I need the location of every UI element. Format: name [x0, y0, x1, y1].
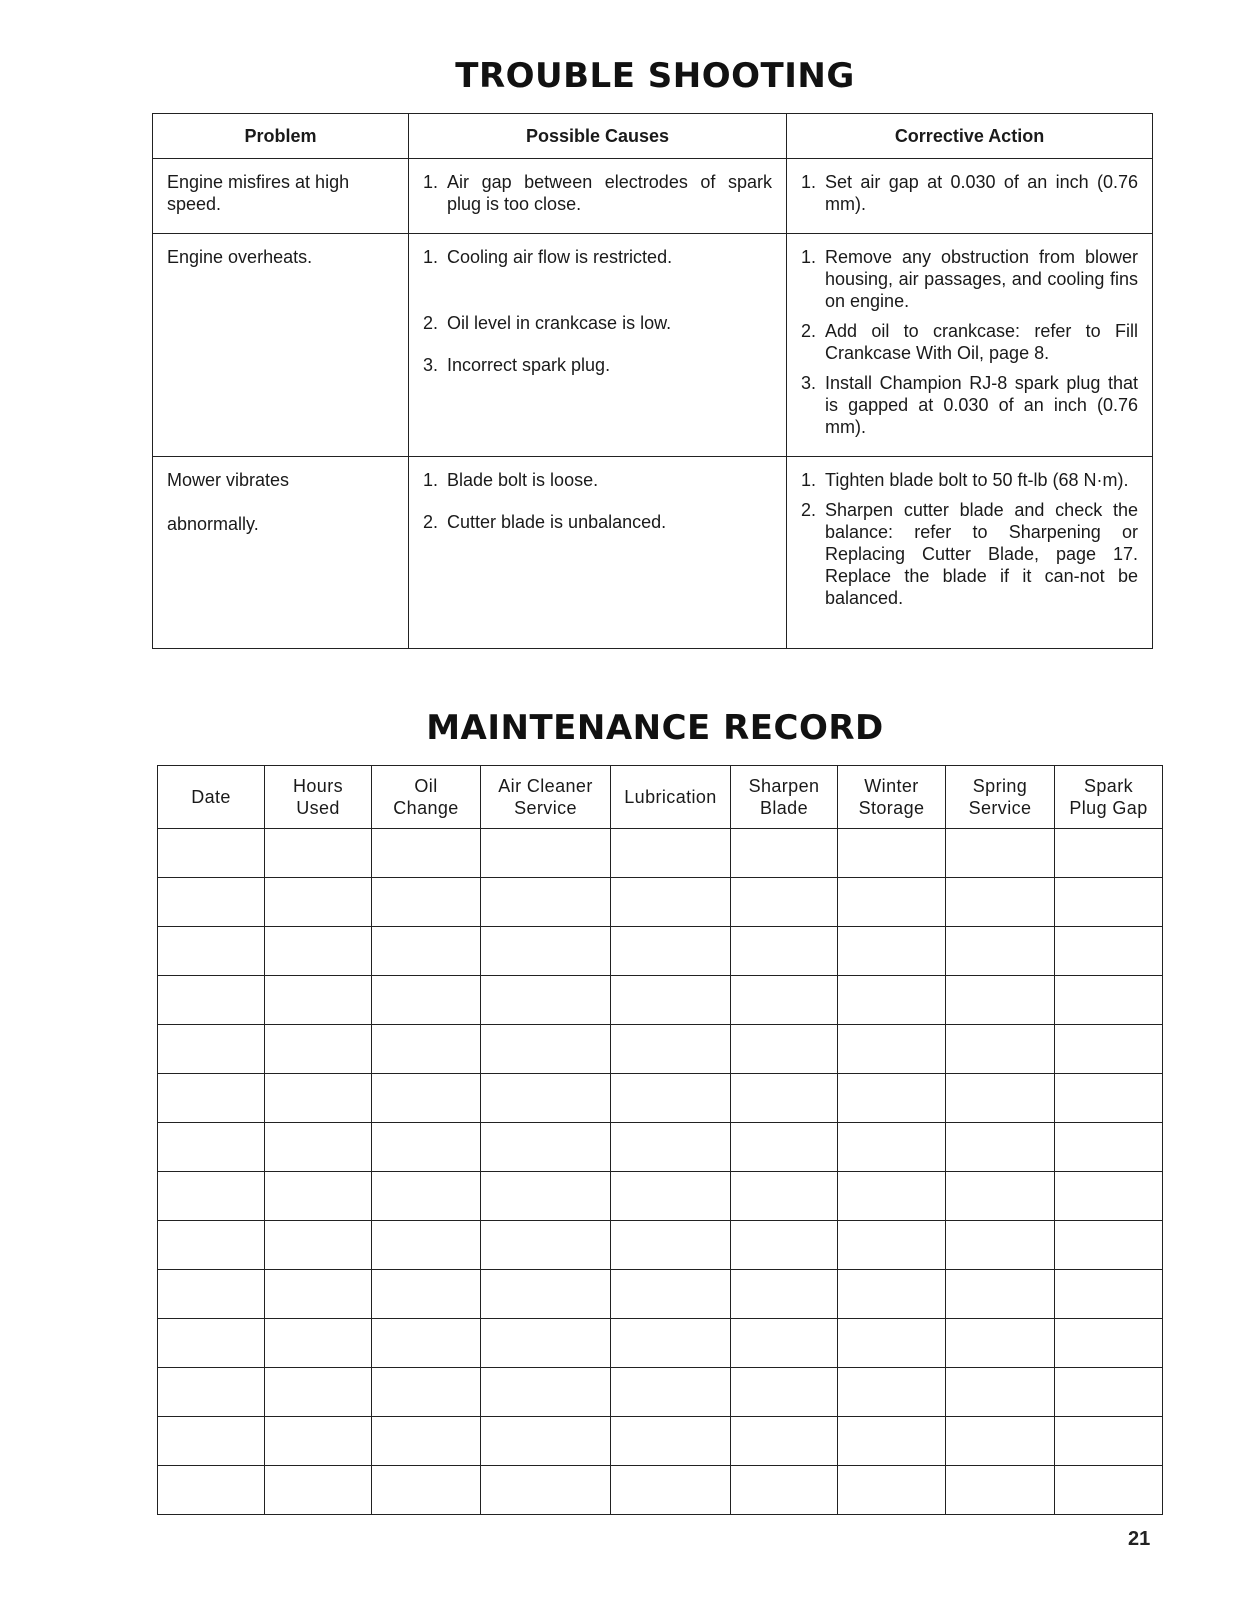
record-cell	[372, 927, 481, 976]
table-row	[158, 1025, 1163, 1074]
record-cell	[838, 1025, 946, 1074]
record-cell	[731, 829, 838, 878]
header-spark-plug-gap	[1055, 766, 1163, 829]
record-cell	[481, 1172, 611, 1221]
record-cell	[1055, 1123, 1163, 1172]
record-cell	[946, 927, 1055, 976]
record-cell	[731, 1025, 838, 1074]
action-text: Tighten blade bolt to 50 ft-lb (68 N·m).	[825, 470, 1129, 490]
header-line: Oil	[414, 776, 438, 796]
trouble-shooting-header-row	[153, 114, 1153, 159]
causes-cell	[409, 457, 787, 649]
record-cell	[838, 1074, 946, 1123]
cause-item	[423, 312, 772, 334]
record-cell	[158, 1123, 265, 1172]
header-problem: Problem	[153, 114, 409, 159]
record-cell	[1055, 1270, 1163, 1319]
record-cell	[265, 1417, 372, 1466]
table-row	[153, 159, 1153, 234]
record-cell	[611, 1466, 731, 1515]
actions-cell	[787, 234, 1153, 457]
record-cell	[946, 1417, 1055, 1466]
header-possible-causes: Possible Causes	[409, 114, 787, 159]
record-cell	[372, 829, 481, 878]
header-line: Lubrication	[624, 787, 717, 807]
record-cell	[731, 878, 838, 927]
record-cell	[158, 1074, 265, 1123]
record-cell	[838, 1270, 946, 1319]
record-cell	[838, 878, 946, 927]
cause-number: 1.	[423, 172, 439, 192]
record-cell	[265, 1221, 372, 1270]
action-number: 1.	[801, 172, 817, 192]
record-cell	[611, 1319, 731, 1368]
header-air-cleaner-service	[481, 766, 611, 829]
record-cell	[838, 1123, 946, 1172]
record-cell	[265, 1466, 372, 1515]
record-cell	[611, 1270, 731, 1319]
record-cell	[481, 1368, 611, 1417]
record-cell	[481, 1123, 611, 1172]
maintenance-record-title: MAINTENANCE RECORD	[426, 708, 884, 748]
record-cell	[1055, 878, 1163, 927]
cause-item	[423, 469, 772, 491]
record-cell	[158, 1025, 265, 1074]
record-cell	[158, 927, 265, 976]
record-cell	[1055, 1466, 1163, 1515]
record-cell	[1055, 1221, 1163, 1270]
action-item	[801, 469, 1138, 491]
record-cell	[481, 1221, 611, 1270]
header-line: Air Cleaner	[498, 776, 593, 796]
action-text: Remove any obstruction from blower housing, air passages, and cooling fins on engine.	[825, 247, 1138, 311]
table-row	[158, 1319, 1163, 1368]
record-cell	[731, 1319, 838, 1368]
actions-cell	[787, 457, 1153, 649]
record-cell	[611, 1172, 731, 1221]
record-cell	[481, 1466, 611, 1515]
table-row	[158, 829, 1163, 878]
record-cell	[611, 1221, 731, 1270]
problem-text: Engine overheats.	[167, 247, 313, 267]
cause-text: Air gap between electrodes of spark plug is too close.	[447, 172, 772, 214]
page-number: 21	[1128, 1528, 1151, 1550]
header-line: Blade	[759, 798, 809, 818]
record-cell	[731, 1417, 838, 1466]
action-item	[801, 171, 1138, 215]
record-cell	[946, 1270, 1055, 1319]
cause-number: 2.	[423, 512, 439, 532]
cause-item	[423, 171, 772, 215]
header-line: Sharpen	[748, 776, 820, 796]
problem-text-line: abnormally.	[167, 514, 259, 534]
record-cell	[731, 1466, 838, 1515]
record-cell	[611, 1123, 731, 1172]
record-cell	[731, 1172, 838, 1221]
record-cell	[946, 878, 1055, 927]
cause-number: 1.	[423, 247, 439, 267]
record-cell	[481, 1319, 611, 1368]
table-row	[158, 1123, 1163, 1172]
record-cell	[265, 1123, 372, 1172]
record-cell	[481, 829, 611, 878]
header-oil-change	[372, 766, 481, 829]
cause-text: Incorrect spark plug.	[447, 355, 611, 375]
table-row	[158, 1368, 1163, 1417]
record-cell	[158, 1368, 265, 1417]
action-number: 2.	[801, 321, 817, 341]
cause-text: Blade bolt is loose.	[447, 470, 599, 490]
record-cell	[158, 1172, 265, 1221]
causes-cell	[409, 159, 787, 234]
record-cell	[265, 1368, 372, 1417]
action-item	[801, 499, 1138, 609]
header-line: Used	[296, 798, 340, 818]
record-cell	[946, 976, 1055, 1025]
record-cell	[481, 1074, 611, 1123]
record-cell	[731, 1368, 838, 1417]
record-cell	[1055, 829, 1163, 878]
causes-cell	[409, 234, 787, 457]
record-cell	[946, 829, 1055, 878]
table-row	[158, 1172, 1163, 1221]
record-cell	[838, 1417, 946, 1466]
action-text: Sharpen cutter blade and check the balance: refer to Sharpening or Replacing Cutter Blade, page 17. Replace the blade if it can-not be balanced.	[825, 500, 1138, 608]
header-corrective-action: Corrective Action	[787, 114, 1153, 159]
record-cell	[838, 1319, 946, 1368]
record-cell	[731, 927, 838, 976]
table-row	[153, 234, 1153, 457]
record-cell	[372, 1074, 481, 1123]
record-cell	[158, 1221, 265, 1270]
header-spring-service	[946, 766, 1055, 829]
record-cell	[265, 1270, 372, 1319]
record-cell	[611, 1417, 731, 1466]
record-cell	[158, 829, 265, 878]
header-line: Change	[393, 798, 459, 818]
header-line: Service	[514, 798, 577, 818]
cause-number: 2.	[423, 313, 439, 333]
header-line: Spring	[972, 776, 1028, 796]
record-cell	[1055, 1417, 1163, 1466]
table-row	[158, 1466, 1163, 1515]
header-sharpen-blade	[731, 766, 838, 829]
record-cell	[265, 927, 372, 976]
record-cell	[1055, 1025, 1163, 1074]
cause-item	[423, 246, 772, 268]
record-cell	[481, 1417, 611, 1466]
maintenance-record-body	[158, 829, 1163, 1515]
record-cell	[946, 1123, 1055, 1172]
cause-text: Cooling air flow is restricted.	[447, 247, 673, 267]
cause-text: Cutter blade is unbalanced.	[447, 512, 667, 532]
record-cell	[838, 1172, 946, 1221]
record-cell	[372, 1466, 481, 1515]
record-cell	[481, 878, 611, 927]
header-winter-storage	[838, 766, 946, 829]
actions-cell	[787, 159, 1153, 234]
action-number: 1.	[801, 247, 817, 267]
record-cell	[946, 1025, 1055, 1074]
record-cell	[1055, 927, 1163, 976]
record-cell	[946, 1074, 1055, 1123]
record-cell	[731, 976, 838, 1025]
action-item	[801, 320, 1138, 364]
table-row	[158, 1074, 1163, 1123]
record-cell	[946, 1221, 1055, 1270]
problem-cell	[153, 234, 409, 457]
record-cell	[611, 829, 731, 878]
table-row	[158, 1221, 1163, 1270]
cause-number: 3.	[423, 355, 439, 375]
table-row	[158, 1417, 1163, 1466]
problem-text-line: Mower vibrates	[167, 470, 290, 490]
table-row	[158, 927, 1163, 976]
maintenance-header-row	[158, 766, 1163, 829]
header-date-line: Date	[191, 787, 231, 807]
header-line: Winter	[864, 776, 919, 796]
action-number: 2.	[801, 500, 817, 520]
record-cell	[731, 1270, 838, 1319]
record-cell	[946, 1172, 1055, 1221]
header-line: Hours	[292, 776, 343, 796]
record-cell	[158, 1417, 265, 1466]
table-row	[158, 1270, 1163, 1319]
record-cell	[611, 1025, 731, 1074]
action-text: Set air gap at 0.030 of an inch (0.76 mm).	[825, 172, 1138, 214]
trouble-shooting-table	[152, 113, 1153, 649]
record-cell	[1055, 1074, 1163, 1123]
action-number: 1.	[801, 470, 817, 490]
record-cell	[158, 1466, 265, 1515]
header-line: Plug Gap	[1069, 798, 1148, 818]
table-row	[153, 457, 1153, 649]
record-cell	[372, 1025, 481, 1074]
trouble-shooting-title: TROUBLE SHOOTING	[455, 56, 855, 96]
record-cell	[481, 1025, 611, 1074]
record-cell	[265, 878, 372, 927]
header-line: Storage	[858, 798, 925, 818]
cause-item	[423, 511, 772, 533]
record-cell	[946, 1466, 1055, 1515]
record-cell	[372, 976, 481, 1025]
record-cell	[611, 927, 731, 976]
record-cell	[611, 1074, 731, 1123]
header-line: Spark	[1083, 776, 1134, 796]
record-cell	[946, 1368, 1055, 1417]
problem-text: Engine misfires at high speed.	[167, 172, 350, 214]
action-item	[801, 246, 1138, 312]
record-cell	[372, 1368, 481, 1417]
record-cell	[158, 1319, 265, 1368]
record-cell	[372, 878, 481, 927]
record-cell	[731, 1123, 838, 1172]
record-cell	[372, 1221, 481, 1270]
cause-text: Oil level in crankcase is low.	[447, 313, 672, 333]
record-cell	[1055, 1319, 1163, 1368]
record-cell	[731, 1074, 838, 1123]
record-cell	[611, 1368, 731, 1417]
record-cell	[158, 976, 265, 1025]
record-cell	[372, 1319, 481, 1368]
record-cell	[838, 1221, 946, 1270]
record-cell	[838, 1368, 946, 1417]
header-line: Service	[968, 798, 1032, 818]
record-cell	[372, 1172, 481, 1221]
record-cell	[838, 976, 946, 1025]
action-number: 3.	[801, 373, 817, 393]
record-cell	[611, 976, 731, 1025]
action-text: Add oil to crankcase: refer to Fill Crankcase With Oil, page 8.	[825, 321, 1138, 363]
record-cell	[265, 1172, 372, 1221]
cause-number: 1.	[423, 470, 439, 490]
record-cell	[158, 1270, 265, 1319]
record-cell	[838, 829, 946, 878]
problem-cell	[153, 457, 409, 649]
record-cell	[611, 878, 731, 927]
header-lubrication	[611, 766, 731, 829]
record-cell	[1055, 976, 1163, 1025]
record-cell	[265, 976, 372, 1025]
record-cell	[1055, 1172, 1163, 1221]
header-hours-used	[265, 766, 372, 829]
record-cell	[481, 1270, 611, 1319]
record-cell	[481, 927, 611, 976]
record-cell	[158, 878, 265, 927]
record-cell	[1055, 1368, 1163, 1417]
table-row	[158, 878, 1163, 927]
record-cell	[838, 927, 946, 976]
record-cell	[481, 976, 611, 1025]
record-cell	[372, 1123, 481, 1172]
record-cell	[372, 1417, 481, 1466]
header-date	[158, 766, 265, 829]
record-cell	[265, 1319, 372, 1368]
table-row	[158, 976, 1163, 1025]
record-cell	[946, 1319, 1055, 1368]
record-cell	[731, 1221, 838, 1270]
record-cell	[838, 1466, 946, 1515]
record-cell	[265, 1074, 372, 1123]
record-cell	[372, 1270, 481, 1319]
record-cell	[265, 1025, 372, 1074]
action-item	[801, 372, 1138, 438]
record-cell	[265, 829, 372, 878]
maintenance-record-table	[157, 765, 1163, 1515]
cause-item	[423, 354, 772, 376]
action-text: Install Champion RJ-8 spark plug that is gapped at 0.030 of an inch (0.76 mm).	[825, 373, 1138, 437]
problem-cell	[153, 159, 409, 234]
